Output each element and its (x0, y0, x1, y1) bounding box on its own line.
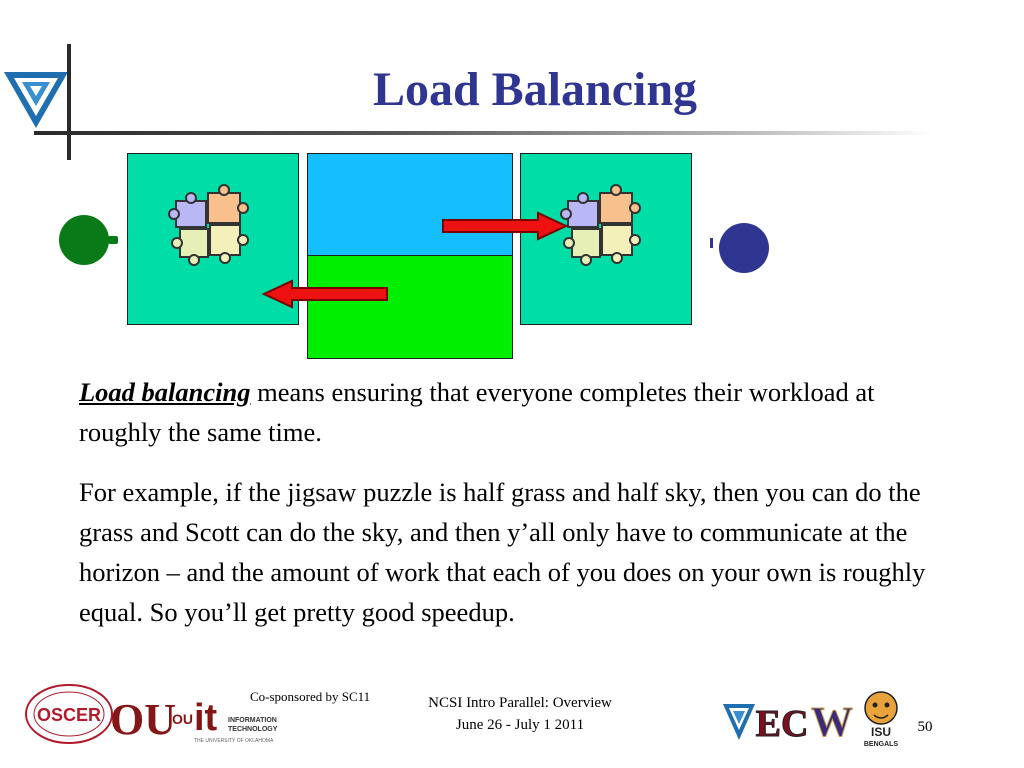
svg-text:OU: OU (172, 711, 193, 727)
header-vertical-rule (67, 44, 71, 160)
jigsaw-puzzle-icon (562, 185, 642, 265)
oscer-logo (24, 683, 114, 745)
triangle-logo-icon (722, 700, 756, 742)
svg-text:EC: EC (755, 703, 809, 745)
footer-center (385, 692, 655, 736)
slide-title: Load Balancing (372, 63, 698, 116)
load-balancing-term: Load balancing (79, 377, 251, 407)
triangle-logo-icon (2, 68, 70, 130)
svg-text:ISU: ISU (870, 725, 892, 739)
svg-text:W: W (811, 700, 853, 746)
earlham-logo (755, 694, 809, 746)
jigsaw-puzzle-icon (170, 185, 250, 265)
footer-dates: June 26 - July 1 2011 (455, 717, 585, 733)
definition-paragraph (79, 372, 939, 452)
person-blue-icon (706, 222, 772, 274)
svg-text:BENGALS: BENGALS (863, 741, 899, 748)
isu-bengals-logo (860, 688, 902, 748)
svg-text:TECHNOLOGY: TECHNOLOGY (228, 726, 278, 733)
slide-body (79, 372, 939, 652)
ou-logo (110, 688, 176, 746)
cosponsor-text: Co-sponsored by SC11 (250, 689, 371, 704)
left-arrow-icon (260, 278, 390, 310)
example-paragraph: For example, if the jigsaw puzzle is half grass and half sky, then you can do the grass and Scott can do the sky, and then y’all only have to communicate at the horizon – and the amount of work that each of you does on your own is roughly equal. So you’ll get pretty good speedup. (79, 477, 926, 627)
person-green-icon (58, 214, 122, 266)
svg-text:OSCER: OSCER (36, 705, 102, 725)
washington-logo (806, 700, 858, 746)
footer-workshop: NCSI Intro Parallel: Overview (428, 695, 612, 711)
definition-text: means ensuring that everyone completes their workload at roughly the same time. (79, 377, 875, 447)
svg-text:it: it (194, 697, 218, 739)
svg-text:THE UNIVERSITY OF OKLAHOMA: THE UNIVERSITY OF OKLAHOMA (194, 738, 274, 744)
header-horizontal-rule (34, 131, 934, 135)
svg-text:INFORMATION: INFORMATION (228, 717, 277, 724)
svg-text:OU: OU (110, 695, 176, 744)
page-number: 50 (917, 719, 933, 735)
right-arrow-icon (440, 210, 570, 242)
